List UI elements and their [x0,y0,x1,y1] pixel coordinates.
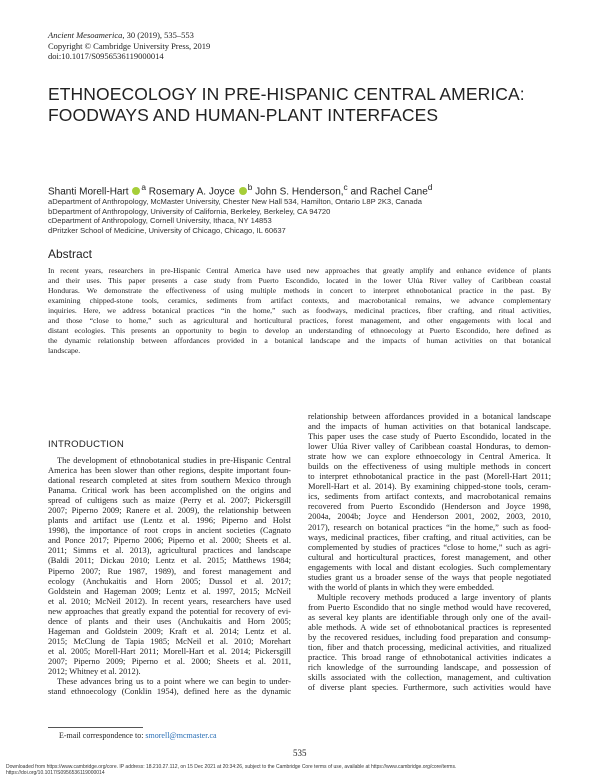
author-line [48,182,432,197]
doi-footer-link[interactable]: https://doi.org/10.1017/S0956536119000014 [6,770,105,776]
body-line: from Puerto Escondido that no single method would have recovered, [308,601,551,612]
body-line: Multiple recovery methods produced a large inventory of plants [317,591,551,602]
download-footer [6,764,596,776]
orcid-icon[interactable] [239,187,247,195]
abstract-line: the dynamic relationship between affordances provided in a botanical landscape and the impacts of human activities on that botanical [48,335,551,345]
body-line: Piperno 2007; Rue 1987, 1989), and forest management and [48,565,291,576]
body-line: 2015; McClung de Tapia 1985; McNeil et al. 2010; Morehart [48,635,291,646]
body-line: skills associated with the collection, management, and cultivation [308,672,551,683]
body-line: new approaches that greatly expand the potential for recovery of evi- [48,605,291,616]
body-line: This paper uses the case study of Puerto Escondido, located in the [308,431,551,442]
body-line: lower Ulúa River valley of Caribbean coastal Honduras, to demon- [308,441,551,452]
journal-name: Ancient Mesoamerica [48,30,123,40]
body-line: These advances bring us to a point where we can begin to under- [57,676,291,687]
doi-line[interactable]: doi:10.1017/S0956536119000014 [48,51,164,61]
body-line: 2012; Whitney et al. 2012). [48,665,141,676]
author-conjunction: and [350,186,368,198]
abstract-line: landscape. [48,345,81,355]
body-line: tion, fiber and thatch processing, medicinal activities, and ritualized [308,642,551,653]
body-line: The development of ethnobotanical studies in pre-Hispanic Central [57,455,291,465]
abstract-line: and those “close to home,” such as agricultural and horticultural practices, forest management, and other engagements with local and [48,315,551,325]
body-line: (Baldi 2011; Dickau 2010; Lentz et al. 2015; Matthews 1984; [48,555,291,566]
body-line: practice. This broad range of ethnobotanical activities indicates a [308,652,551,663]
body-line: able methods. A wide set of ethnobotanical practices is represented [308,621,551,632]
body-line: Goldstein and Hageman 2009; Lentz et al. 1997, 2015; McNeil [48,585,291,596]
author-name[interactable]: Rosemary A. Joyce [148,186,235,198]
body-line: rich knowledge of the surrounding landscape, and possession of [308,662,551,673]
body-line: ways, medicinal practices, fiber crafting, and ritual activities, can be [308,531,551,542]
body-line: stand ethnoecology (Conklin 1954), defined here as the dynamic [48,686,291,697]
correspondence-note [59,731,217,740]
email-link[interactable]: smorell@mcmaster.ca [145,731,217,740]
affiliation: dPritzker School of Medicine, University of Chicago, Chicago, IL 60637 [48,225,286,235]
abstract-line: Honduras. We demonstrate the effectiveness of using multiple methods in concert to interpret ethnobotanical practice in the past. By [48,285,551,295]
body-line: spread of cultigens such as maize (Perry et al. 2007; Pickersgill [48,495,291,506]
body-line: relationship between affordances provided in a botanical landscape [308,411,551,421]
body-line: cultural and horticultural practices, forest management, and other [308,551,551,562]
author-name[interactable]: Shanti Morell-Hart [48,186,129,198]
author-affil-marker: d [427,182,433,192]
footnote-rule [48,727,143,728]
page-number: 535 [293,748,307,758]
article-title: ETHNOECOLOGY IN PRE-HISPANIC CENTRAL AMERICA: FOODWAYS AND HUMAN-PLANT INTERFACES [48,84,525,125]
body-line: Panama. Critical work has been accomplished on the origins and [48,485,291,496]
author-affil-marker: a [141,182,147,192]
abstract-line: inquiries. Here, we address botanical practices “in the home,” such as foodways, medicinal practices, fiber crafting, and ritual activities, [48,305,551,315]
abstract-line: and their uses. This paper presents a case study from Puerto Escondido, located in the lower Ulúa River valley of Caribbean coastal [48,275,551,285]
body-line: 2011; Simms et al. 2013), agricultural practices and landscape [48,545,291,556]
body-line: 2007; Piperno 2009; Ranere et al. 2009), the relationship between [48,505,291,516]
orcid-icon[interactable] [132,187,140,195]
body-line: ecology (Anchukaitis and Horn 2005; Dussol et al. 2017; [48,575,291,586]
body-line: and the impacts of human activities on that botanical landscape. [308,421,551,432]
body-line: et al. 2010; McNeil 2012). In recent years, researchers have used [48,595,291,606]
abstract-line: examining chipped-stone tools, ceramics, sediments from artifact contexts, and macrobotanical remains, we advance complementary [48,295,551,305]
author-affil-marker: c [343,182,348,192]
body-line: of diverse plant species. Furthermore, such activities would have [308,682,551,693]
section-heading-introduction: INTRODUCTION [48,439,124,450]
affiliations [48,197,422,235]
affiliation: cDepartment of Anthropology, Cornell University, Ithaca, NY 14853 [48,216,272,226]
journal-header [48,30,210,62]
download-notice: Downloaded from https://www.cambridge.org/core. IP address: 18.210.27.112, on 15 Dec 2021 at 20:34:26, subject to the Cambridge Core terms of use, available at https://www.cambridge.org/core/terms. [6,764,457,770]
body-line: studies grant us a broader sense of the ways that people negotiated [308,571,551,582]
body-line: 2007; Piperno 2009; Piperno et al. 2000; Sheets et al. 2011, [48,655,291,666]
correspondence-label: E-mail correspondence to: [59,731,146,740]
body-line: by the recovered residues, including food preparation and consump- [308,632,551,643]
body-line: Hageman and Goldstein 2009; Kraft et al. 2014; Lentz et al. [48,625,291,636]
author-name[interactable]: John S. Henderson, [255,186,344,198]
abstract-line: distant ecologies. This presents an opportunity to begin to develop an understanding of ethnoecology at Puerto Escondido, here defined as [48,325,551,335]
body-line: as several key plants are identifiable through only one of the avail- [308,611,551,622]
body-line: 1998), the importance of root crops in ancient societies (Cagnato [48,525,291,536]
abstract-line: In recent years, researchers in pre-Hispanic Central America have used new approaches that greatly amplify and enhance evidence of plants [48,266,551,275]
affiliation: bDepartment of Anthropology, University of California, Berkeley, Berkeley, CA 94720 [48,206,331,216]
body-line: to interpret ethnobotanical practice in the past (Morell-Hart 2011; [308,471,551,482]
body-column-right [308,411,551,692]
body-line: and Ponce 2017; Piperno 2006; Piperno et al. 2000; Sheets et al. [48,535,291,546]
body-line: Morell-Hart et al. 2014). By examining chipped-stone tools, ceram- [308,481,551,492]
body-line: 2004a, 2004b; Joyce and Henderson 2001, 2002, 2003, 2010, [308,511,551,522]
body-line: America has been slower than other regions, despite important foun- [48,465,291,476]
body-line: engagements with local and distant ecologies. Such complementary [308,561,551,572]
body-line: complemented by studies of practices “close to home,” such as agri- [308,541,551,552]
body-line: builds on the effectiveness of using multiple methods in concert [308,461,551,472]
body-line: dence of plants and their uses (Anchukaitis and Horn 2005; [48,615,291,626]
author-affil-marker: b [247,182,253,192]
body-line: 2017), research on botanical practices “in the home,” such as food- [308,521,551,532]
affiliation: aDepartment of Anthropology, McMaster University, Chester New Hall 534, Hamilton, Ontario L8P 2K3, Canada [48,197,422,206]
abstract-body [48,266,551,356]
body-line: plants and artifact use (Lentz et al. 1996; Piperno and Holst [48,515,291,526]
body-line: strate how we can explore ethnoecology in Central America. It [308,451,551,462]
body-line: dational research completed at sites from southern Mexico through [48,475,291,486]
journal-citation: Ancient Mesoamerica, 30 (2019), 535–553 [48,30,194,40]
body-column-left [48,455,291,696]
body-line: et al. 2005; Morell-Hart 2011; Morell-Hart et al. 2014; Pickersgill [48,645,291,656]
body-line: with the world of plants in which they were embedded. [308,581,495,592]
author-name[interactable]: Rachel Cane [369,186,428,198]
copyright-line: Copyright © Cambridge University Press, 2019 [48,40,211,51]
body-line: ics, sediments from artifact contexts, and macrobotanical remains [308,491,551,502]
body-line: recovered from Puerto Escondido (Henderson and Joyce 1998, [308,501,551,512]
abstract-heading: Abstract [48,247,93,261]
